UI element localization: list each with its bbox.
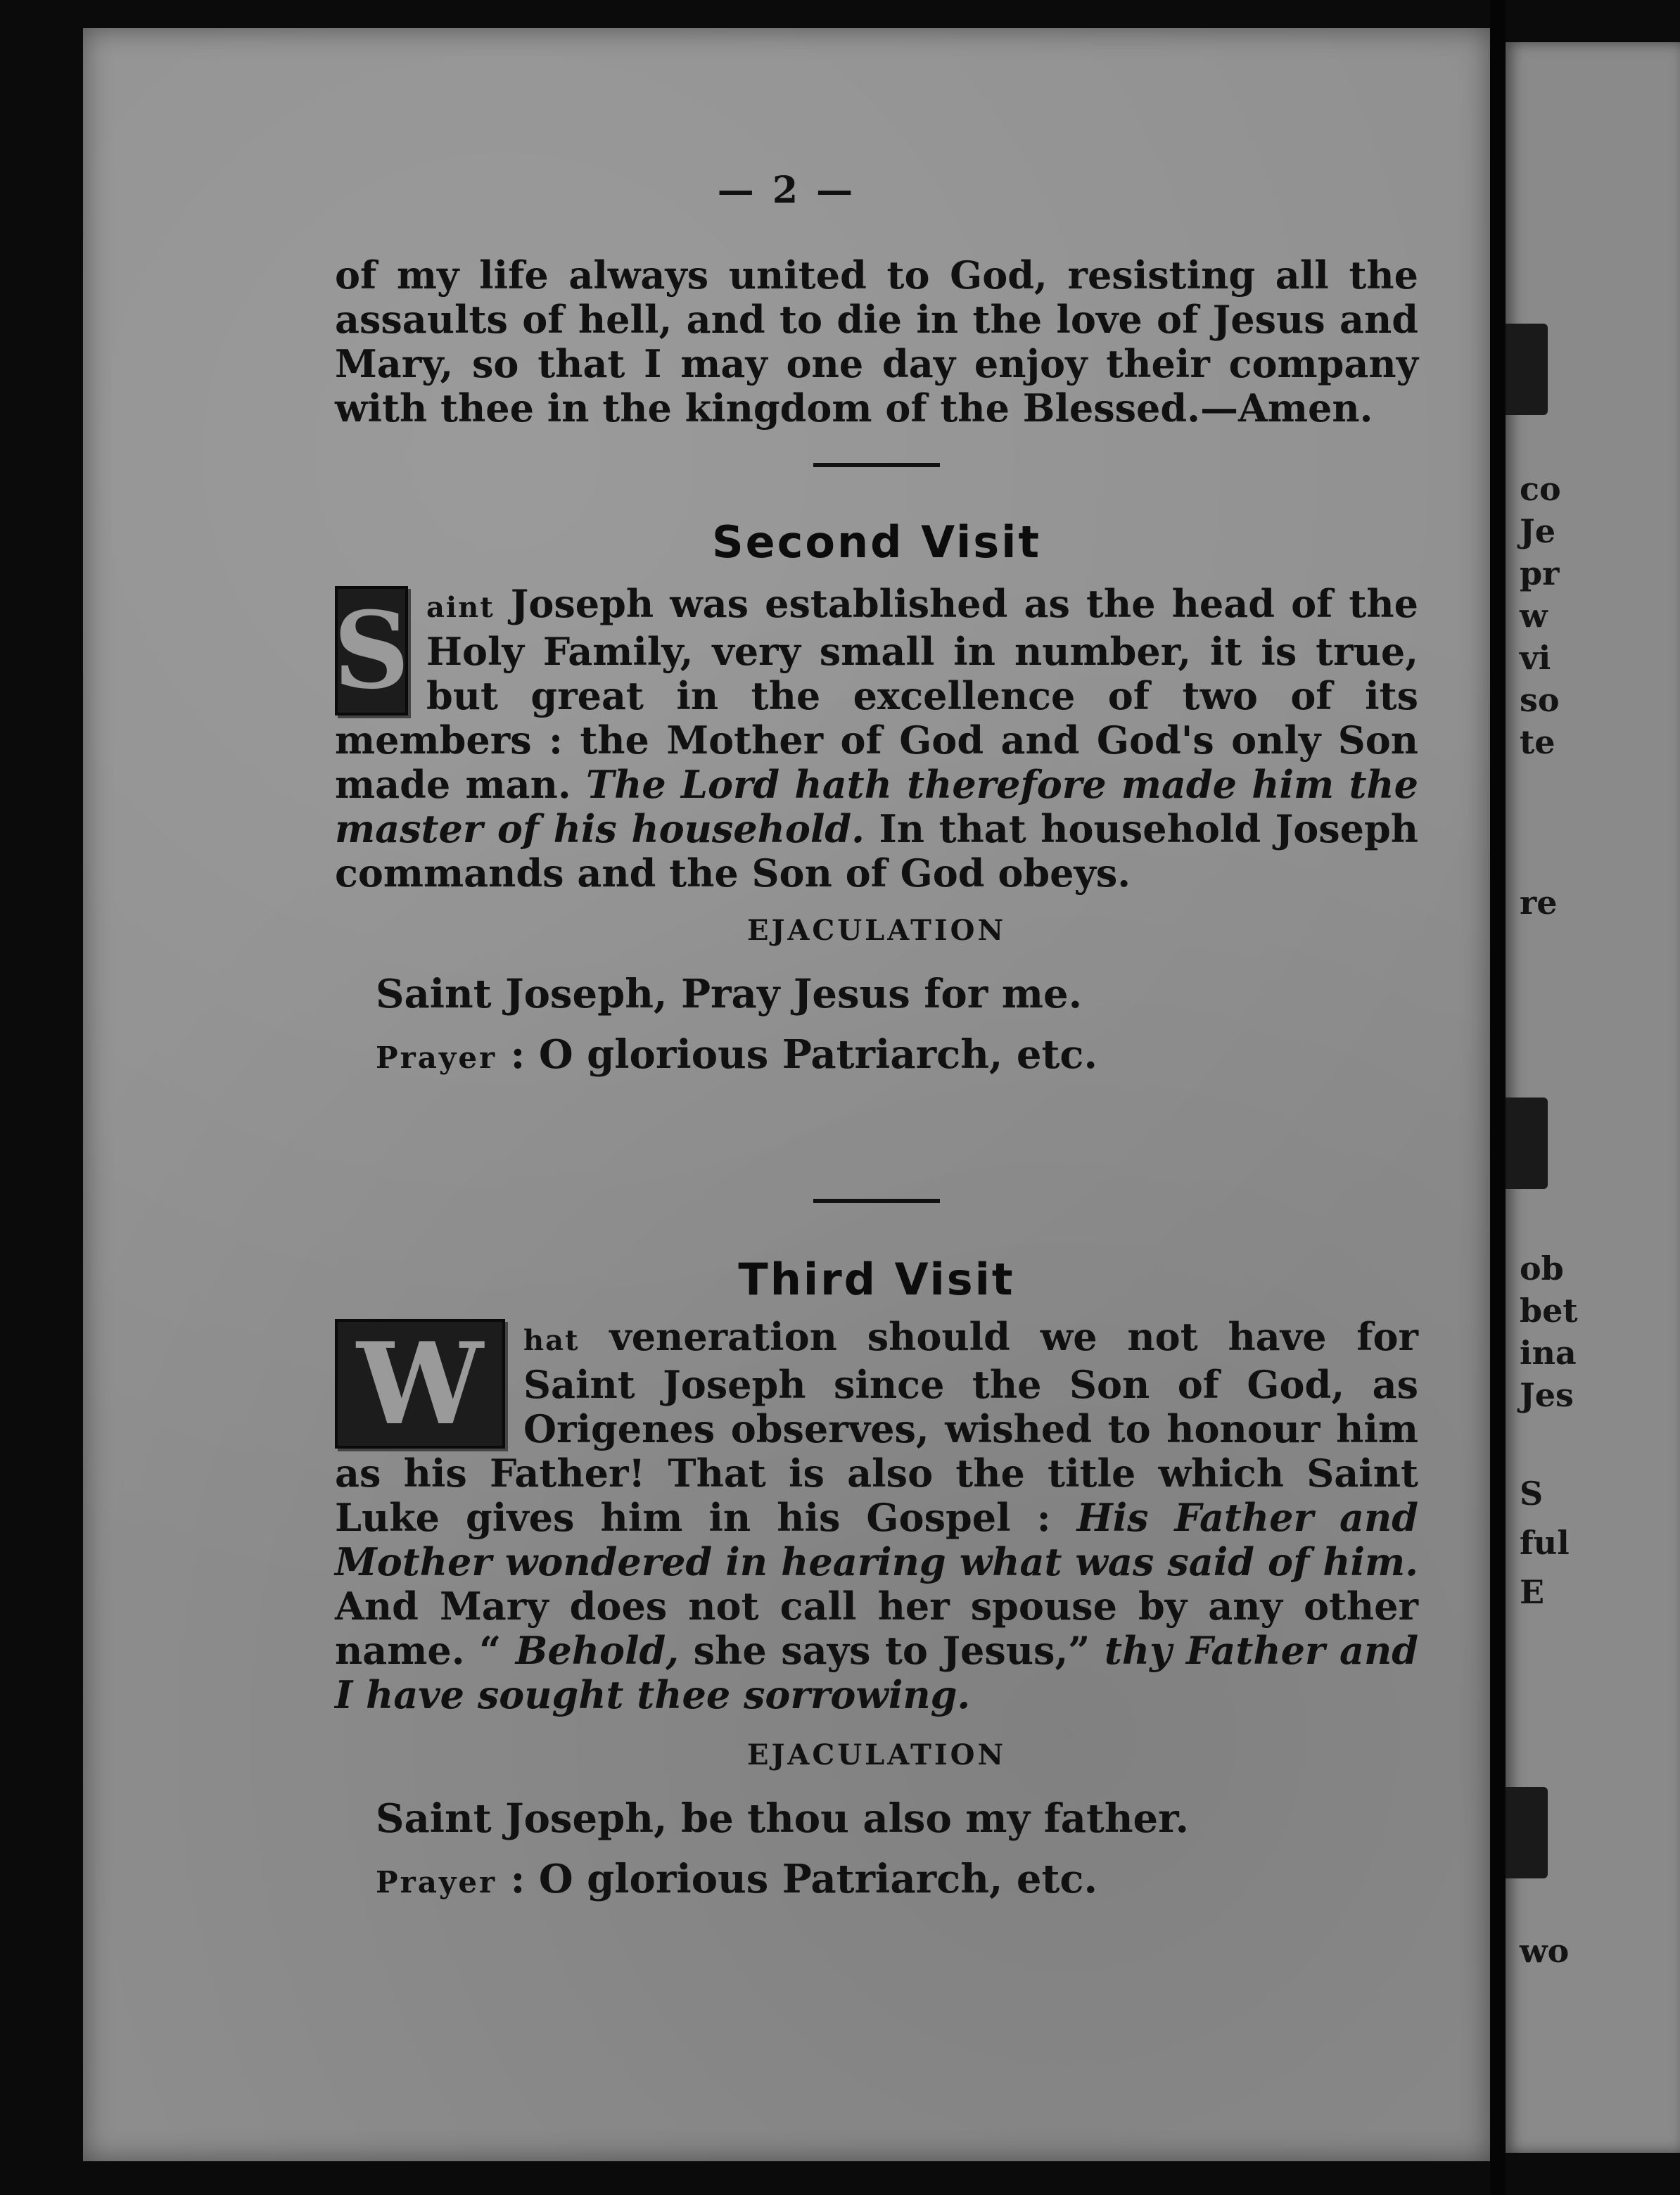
paragraph-italic: His Father and Mother wondered in hearing what was said of him. (335, 1495, 1418, 1584)
paragraph-text: veneration should we not have for Saint Joseph since the Son of God, as Origenes observes, wished to honour him as his Father! That is also the title which Saint Luke gives him in his Gospel : (335, 1314, 1418, 1540)
paragraph-text: she says to Jesus,” (679, 1628, 1105, 1673)
paragraph-italic: Behold, (515, 1628, 680, 1673)
fragment-text: w (1520, 597, 1548, 635)
fragment-text: vi (1520, 639, 1551, 677)
prayer-line (376, 1856, 1418, 1906)
drop-cap-w: W (335, 1319, 505, 1449)
first-word-rest: hat (523, 1324, 580, 1357)
paragraph-text: And Mary does not call her spouse by any other name. “ (335, 1584, 1418, 1673)
second-visit-paragraph (335, 582, 1418, 896)
second-visit-section (335, 463, 1418, 1081)
ejaculation-text: Saint Joseph, Pray Jesus for me. (376, 971, 1083, 1017)
fragment-text: S (1520, 1475, 1544, 1513)
paragraph-italic: The Lord hath therefore made him the master of his household. (335, 762, 1419, 851)
fragment-text: wo (1520, 1932, 1570, 1970)
prayer-text: : O glorious Patriarch, etc. (497, 1856, 1097, 1902)
adjacent-drop-cap (1506, 1098, 1548, 1189)
prayer-label: Prayer (376, 1865, 497, 1900)
paragraph-italic: thy Father and I have sought thee sorrowing. (335, 1628, 1418, 1717)
adjacent-drop-cap (1506, 1787, 1548, 1878)
fragment-text: Je (1520, 512, 1556, 550)
ejaculation-label: EJACULATION (746, 914, 1007, 947)
page-gutter (1490, 0, 1506, 2195)
fragment-text: re (1520, 884, 1558, 922)
third-visit-paragraph (335, 1315, 1418, 1717)
fragment-text: E (1520, 1573, 1545, 1611)
fragment-text: ina (1520, 1334, 1577, 1372)
fragment-text: pr (1520, 554, 1560, 592)
third-visit-title: Third Visit (738, 1254, 1015, 1305)
adjacent-drop-cap (1506, 324, 1548, 415)
fragment-text: Jes (1520, 1376, 1574, 1414)
fragment-text: bet (1520, 1292, 1578, 1330)
book-page (83, 28, 1490, 2161)
prayer-text: : O glorious Patriarch, etc. (497, 1031, 1097, 1078)
ejaculation-label: EJACULATION (746, 1738, 1007, 1771)
first-word-rest: aint (426, 591, 495, 624)
fragment-text: so (1520, 681, 1560, 719)
drop-cap-s: S (335, 586, 408, 715)
fragment-text: ful (1520, 1524, 1570, 1562)
ejaculation-text: Saint Joseph, be thou also my father. (376, 1795, 1190, 1842)
prayer-label: Prayer (376, 1041, 497, 1075)
adjacent-page-fragment (1506, 42, 1680, 2153)
intro-paragraph: of my life always united to God, resisting all the assaults of hell, and to die in the love of Jesus and Mary, so that I may one day enjoy their company with thee in the kingdom of the Blessed.—Amen. (335, 253, 1418, 431)
fragment-text: ob (1520, 1249, 1564, 1287)
prayer-line (376, 1031, 1418, 1081)
fragment-text: co (1520, 470, 1561, 508)
section-divider (813, 463, 940, 467)
paragraph-text: In that household Joseph commands and the Son of God obeys. (335, 806, 1419, 896)
page-number: — 2 — (717, 169, 856, 212)
fragment-text: te (1520, 723, 1555, 761)
intro-section (335, 253, 1418, 431)
third-visit-section (335, 1199, 1418, 1906)
section-divider (813, 1199, 940, 1203)
paragraph-text: Joseph was established as the head of the Holy Family, very small in number, it is true, but great in the excellence of two of its members : the Mother of God and God's only Son made man. (335, 581, 1418, 807)
second-visit-title: Second Visit (711, 516, 1042, 568)
